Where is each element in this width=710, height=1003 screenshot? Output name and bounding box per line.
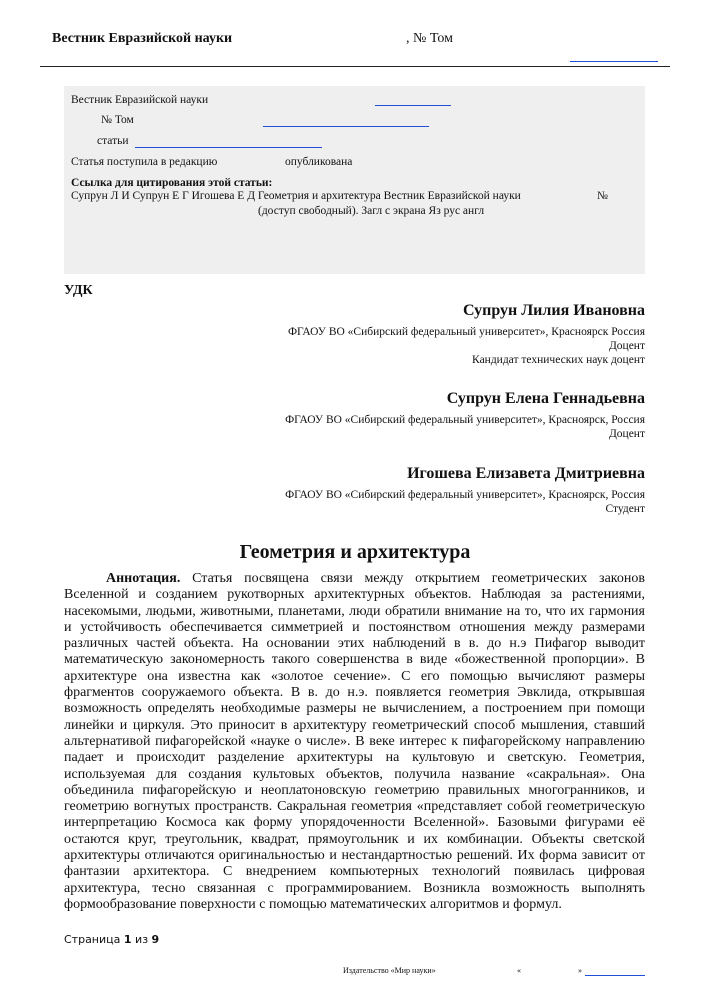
footer-link-underline[interactable] [585, 975, 645, 976]
author-degree: Кандидат технических наук доцент [472, 354, 645, 366]
abstract [64, 571, 645, 913]
author-block [285, 465, 645, 516]
page-counter [64, 933, 159, 946]
pager-current: 1 [123, 933, 132, 946]
pager-prefix: Страница [64, 933, 124, 946]
infobox-cite-heading: Ссылка для цитирования этой статьи: [71, 177, 273, 189]
article-title: Геометрия и архитектура [239, 541, 471, 563]
author-name: Игошева Елизавета Дмитриевна [407, 465, 645, 482]
infobox-published: опубликована [285, 156, 353, 168]
infobox-journal-link[interactable] [375, 105, 451, 106]
abstract-label: Аннотация. [106, 571, 181, 586]
infobox-issue-link[interactable] [263, 126, 429, 127]
author-name: Супрун Лилия Ивановна [462, 302, 645, 319]
journal-header-title: Вестник Евразийской науки [52, 31, 233, 46]
infobox-article-label: статьи [97, 135, 129, 147]
infobox-cite-number: № [597, 190, 608, 202]
author-affiliation: ФГАОУ ВО «Сибирский федеральный университет», Красноярск Россия [287, 326, 645, 338]
footer-publisher: Издательство «Мир науки» [343, 966, 436, 975]
pager-total: 9 [151, 933, 160, 946]
infobox-received: Статья поступила в редакцию [71, 156, 218, 168]
author-block [285, 390, 645, 441]
infobox-cite-line2: (доступ свободный). Загл с экрана Яз рус англ [258, 205, 485, 217]
author-affiliation: ФГАОУ ВО «Сибирский федеральный университет», Красноярск, Россия [285, 489, 645, 501]
author-affiliation: ФГАОУ ВО «Сибирский федеральный университет», Красноярск, Россия [285, 414, 645, 426]
author-name: Супрун Елена Геннадьевна [446, 390, 645, 407]
infobox-journal: Вестник Евразийской науки [71, 94, 209, 106]
infobox-cite-line1: Супрун Л И Супрун Е Г Игошева Е Д Геометрия и архитектура Вестник Евразийской науки [71, 190, 521, 202]
header-divider [40, 66, 670, 67]
header-link-underline[interactable] [570, 61, 658, 62]
udk-label: УДК [64, 283, 93, 298]
citation-info-box [64, 86, 645, 274]
author-position: Доцент [608, 340, 645, 352]
journal-header-issue: , № Том [406, 31, 453, 46]
author-position: Доцент [608, 428, 645, 440]
author-block [288, 302, 645, 367]
footer-close-quote: » [578, 966, 582, 975]
infobox-issue: № Том [101, 114, 134, 126]
author-position: Студент [605, 503, 645, 515]
infobox-article-link[interactable] [135, 147, 322, 148]
abstract-text: Статья посвящена связи между открытием геометрических законов Вселенной и созданием рукотворных архитектурных объектов. Наблюдая за растениями, насекомыми, людьми, животными, планетами, люди обратили внимание на то, что их гармония и устойчивость обеспечивается симметрией и постоянством отношения между размерами различных частей объекта. На основании этих наблюдений в в. до н.э Пифагор выводит математическую закономерность такого совершенства в виде «божественной пропорции». В архитектуре она известна как «золотое сечение». С его помощью вычисляют размеры фрагментов сооружаемого объекта. В в. до н.э. появляется геометрия Эвклида, открывшая возможность определять необходимые размеры не вычислением, а построением при помощи линейки и циркуля. Это приносит в архитектуру геометрический способ мышления, ставший альтернативой пифагорейской «науке о числе». В веке интерес к пифагорейскому направлению падает и происходит разделение архитектуры на культовую и светскую. Геометрия, используемая для создания культовых объектов, получила название «сакральная». Она объединила пифагорейскую и неоплатоновскую геометрию правильных многогранников, и геометрию вогнутых пространств. Сакральная геометрия «представляет собой геометрическую интерпретацию Космоса как форму упорядоченности Вселенной». Базовыми фигурами её остаются круг, треугольник, квадрат, прямоугольник и их комбинации. Объекты светской архитектуры отличаются оригинальностью и нестандартностью решений. Их форма зависит от фантазии архитектора. С внедрением компьютерных технологий появилась цифровая архитектура, тесно связанная с программированием. Возникла возможность выполнять формообразование поверхности с помощью математических алгоритмов и формул. [64, 571, 645, 912]
pager-middle: из [131, 933, 152, 946]
footer-open-quote: « [517, 966, 521, 975]
